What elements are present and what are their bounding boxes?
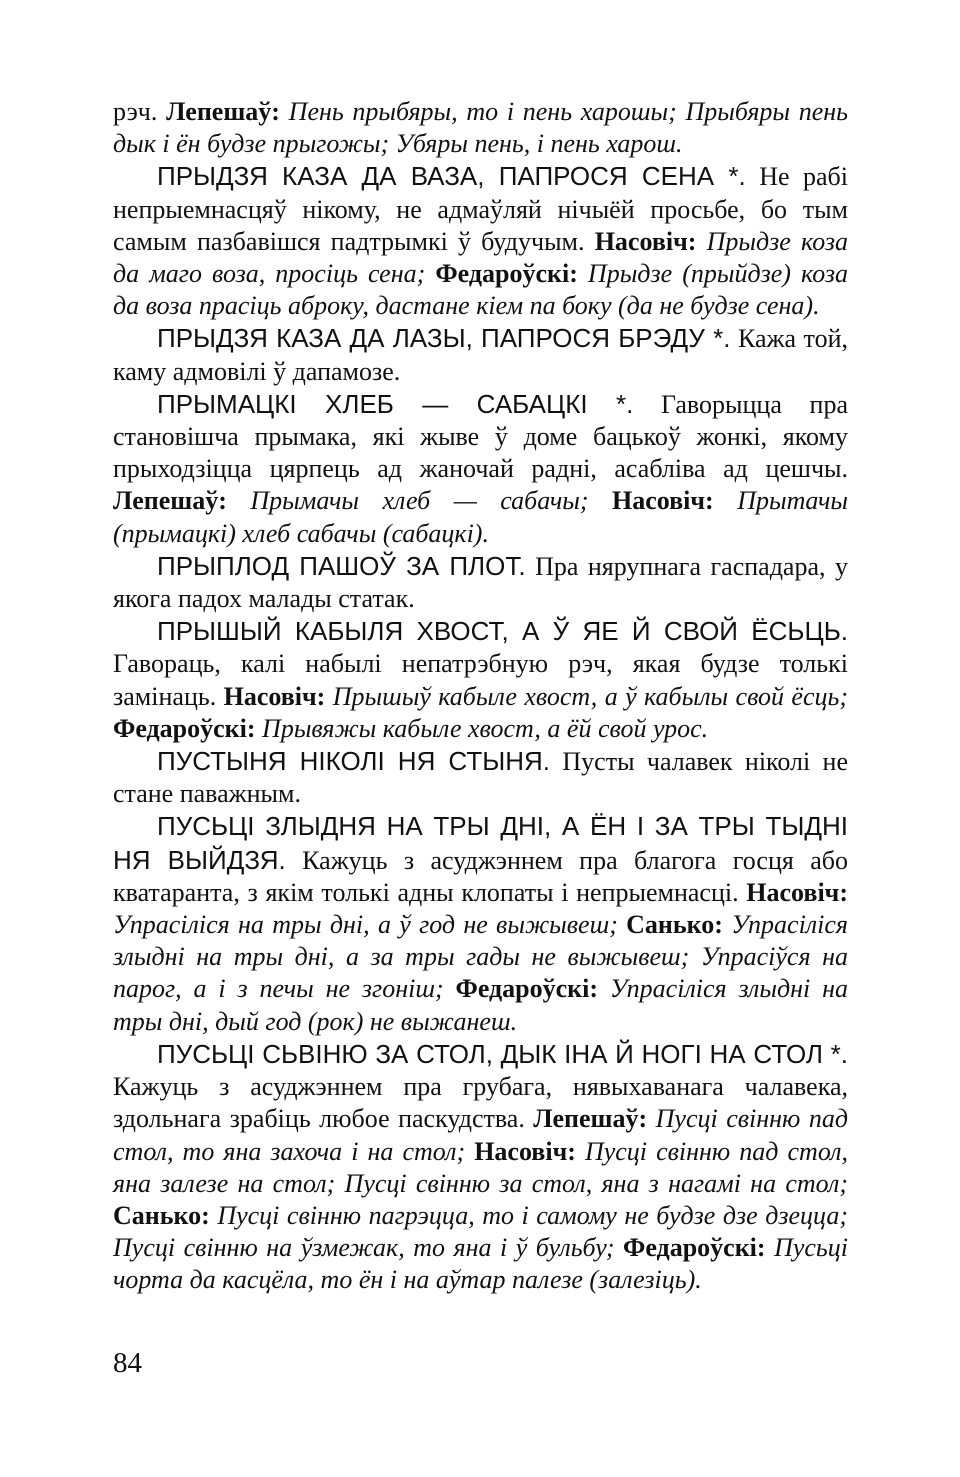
page-text: [113, 96, 848, 1297]
entry-definition: Гаворыцца пра становішча прымака, які жыве ў доме бацькоў жонкі, якому прыходзіцца цярпець ад жаночай радні, асабліва ад цешчы.: [113, 389, 848, 484]
variant-text: Прыдзе коза да маго воза, просіць сена;: [113, 226, 848, 289]
variant-text: Упрасіліся на тры дні, а ў год не выжывеш;: [113, 910, 618, 940]
entry-headword: ПУСЬЦІ ЗЛЫДНЯ НА ТРЫ ДНІ, А ЁН І ЗА ТРЫ ТЫДНІ НЯ ВЫЙДЗЯ.: [113, 811, 848, 875]
entry-definition: Кажуць з асуджэннем пра грубага, нявыхаванага чалавека, здольнага зрабіць любое паскудства.: [113, 1072, 848, 1134]
source-author: Федароўскі:: [113, 713, 256, 743]
entry-headword: ПРЫШЫЙ КАБЫЛЯ ХВОСТ, А Ў ЯЕ Й СВОЙ ЁСЬЦЬ.: [157, 616, 848, 647]
entry-pustsi-svinniu: [113, 1038, 848, 1297]
source-author: Федароўскі:: [435, 259, 578, 289]
source-author: Насовіч:: [594, 226, 697, 256]
entry-headword: ПРЫДЗЯ КАЗА ДА ВАЗА, ПАПРОСЯ СЕНА *.: [157, 161, 746, 192]
source-author: Насовіч:: [474, 1136, 576, 1166]
source-author: Насовіч:: [223, 681, 326, 711]
source-author: Лепешаў:: [113, 486, 227, 516]
entry-headword: ПУСТЫНЯ НІКОЛІ НЯ СТЫНЯ.: [157, 746, 551, 777]
source-author: Санько:: [113, 1200, 210, 1230]
entry-continuation: рэч. Лепешаў: Пень прыбяры, то і пень харошы; Прыбяры пень дык і ён будзе прыгожы; Убяры пень, і пень харош.: [113, 97, 848, 159]
entry-headword: ПРЫПЛОД ПАШОЎ ЗА ПЛОТ.: [157, 550, 526, 581]
entry-pryplod-pashou: [113, 550, 848, 615]
source-author: Федароўскі:: [455, 974, 599, 1004]
variant-text: Прывяжы кабыле хвост, а ёй свой урос.: [262, 713, 709, 743]
entry-pryidzia-kaza-da-vaza: [113, 160, 848, 322]
variant-text: Прыдзе (прыйдзе) коза да воза прасіць аброку, дастане кіем па боку (да не будзе сена).: [113, 259, 848, 321]
source-author: Лепешаў:: [533, 1104, 648, 1134]
variant-text: Пень прыбяры, то і пень харошы; Прыбяры пень дык і ён будзе прыгожы; Убяры пень, і пень харош.: [113, 97, 848, 159]
entry-pryshyi-kabylia: [113, 615, 848, 745]
entry-definition: Не рабі непрыемнасцяў нікому, не адмаўляй нічыёй просьбе, бо тым самым пазбавішся падтрымкі ў будучым.: [113, 162, 848, 256]
variant-text: Пусці свінню пад стол, то яна захоча і на стол;: [113, 1104, 848, 1166]
variant-text: Прышыў кабыле хвост, а ў кабылы свой ёсць;: [332, 681, 848, 711]
entry-pustsi-zlydnia: [113, 810, 848, 1037]
entry-headword: ПРЫМАЦКІ ХЛЕБ — САБАЦКІ *.: [157, 388, 634, 419]
variant-text: Пусці свінню пагрэцца, то і самому не будзе дзе дзецца; Пусці свінню на ўзмежак, то яна і ў бульбу;: [113, 1200, 849, 1263]
variant-text: Упрасіліся злыдні на тры дні, а за тры гады не выжывеш; Упрасіўся на парог, а і з печы не згоніш;: [113, 910, 848, 1004]
entry-definition: Кажуць з асуджэннем пра благога госця або кватаранта, з якім толькі адны клопаты і непрыемнасці.: [113, 845, 848, 907]
entry-headword: ПУСЬЦІ СЬВІНЮ ЗА СТОЛ, ДЫК ІНА Й НОГІ НА СТОЛ *.: [157, 1038, 848, 1069]
entry-headword: ПРЫДЗЯ КАЗА ДА ЛАЗЫ, ПАПРОСЯ БРЭДУ *.: [157, 323, 731, 354]
source-author: Санько:: [626, 910, 723, 940]
entry-definition: Пусты чалавек ніколі не стане паважным.: [113, 747, 849, 809]
entry-definition: Гавораць, калі набылі непатрэбную рэч, якая будзе толькі замінаць.: [113, 649, 848, 711]
source-author: Насовіч:: [746, 877, 848, 907]
entry-prymatski-khleb: [113, 388, 848, 550]
variant-text: Пусці свінню пад стол, яна залезе на стол; Пусці свінню за стол, яна з нагамі на стол;: [113, 1136, 849, 1198]
entry-definition: Кажа той, каму адмовілі ў дапамозе.: [113, 324, 848, 386]
variant-text: Прымачы хлеб — сабачы;: [250, 486, 589, 516]
variant-text: Пусьці чорта да касцёла, то ён і на аўтар палезе (залезіць).: [113, 1233, 848, 1295]
entry-definition: Пра нярупнага гаспадара, у якога падох малады статак.: [113, 551, 848, 614]
source-author: Насовіч:: [612, 486, 714, 516]
entry-pryidzia-kaza-da-lazy: [113, 322, 848, 387]
page-number: 84: [113, 1347, 142, 1379]
source-author: Лепешаў:: [166, 97, 280, 126]
entry-pustynia: [113, 745, 848, 810]
variant-text: Прыmачы (прымацкі) хлеб сабачы (сабацкі).: [113, 486, 849, 548]
source-author: Федароўскі:: [623, 1233, 766, 1263]
variant-text: Упрасіліся злыдні на тры дні, дый год (рок) не выжанеш.: [113, 974, 848, 1036]
